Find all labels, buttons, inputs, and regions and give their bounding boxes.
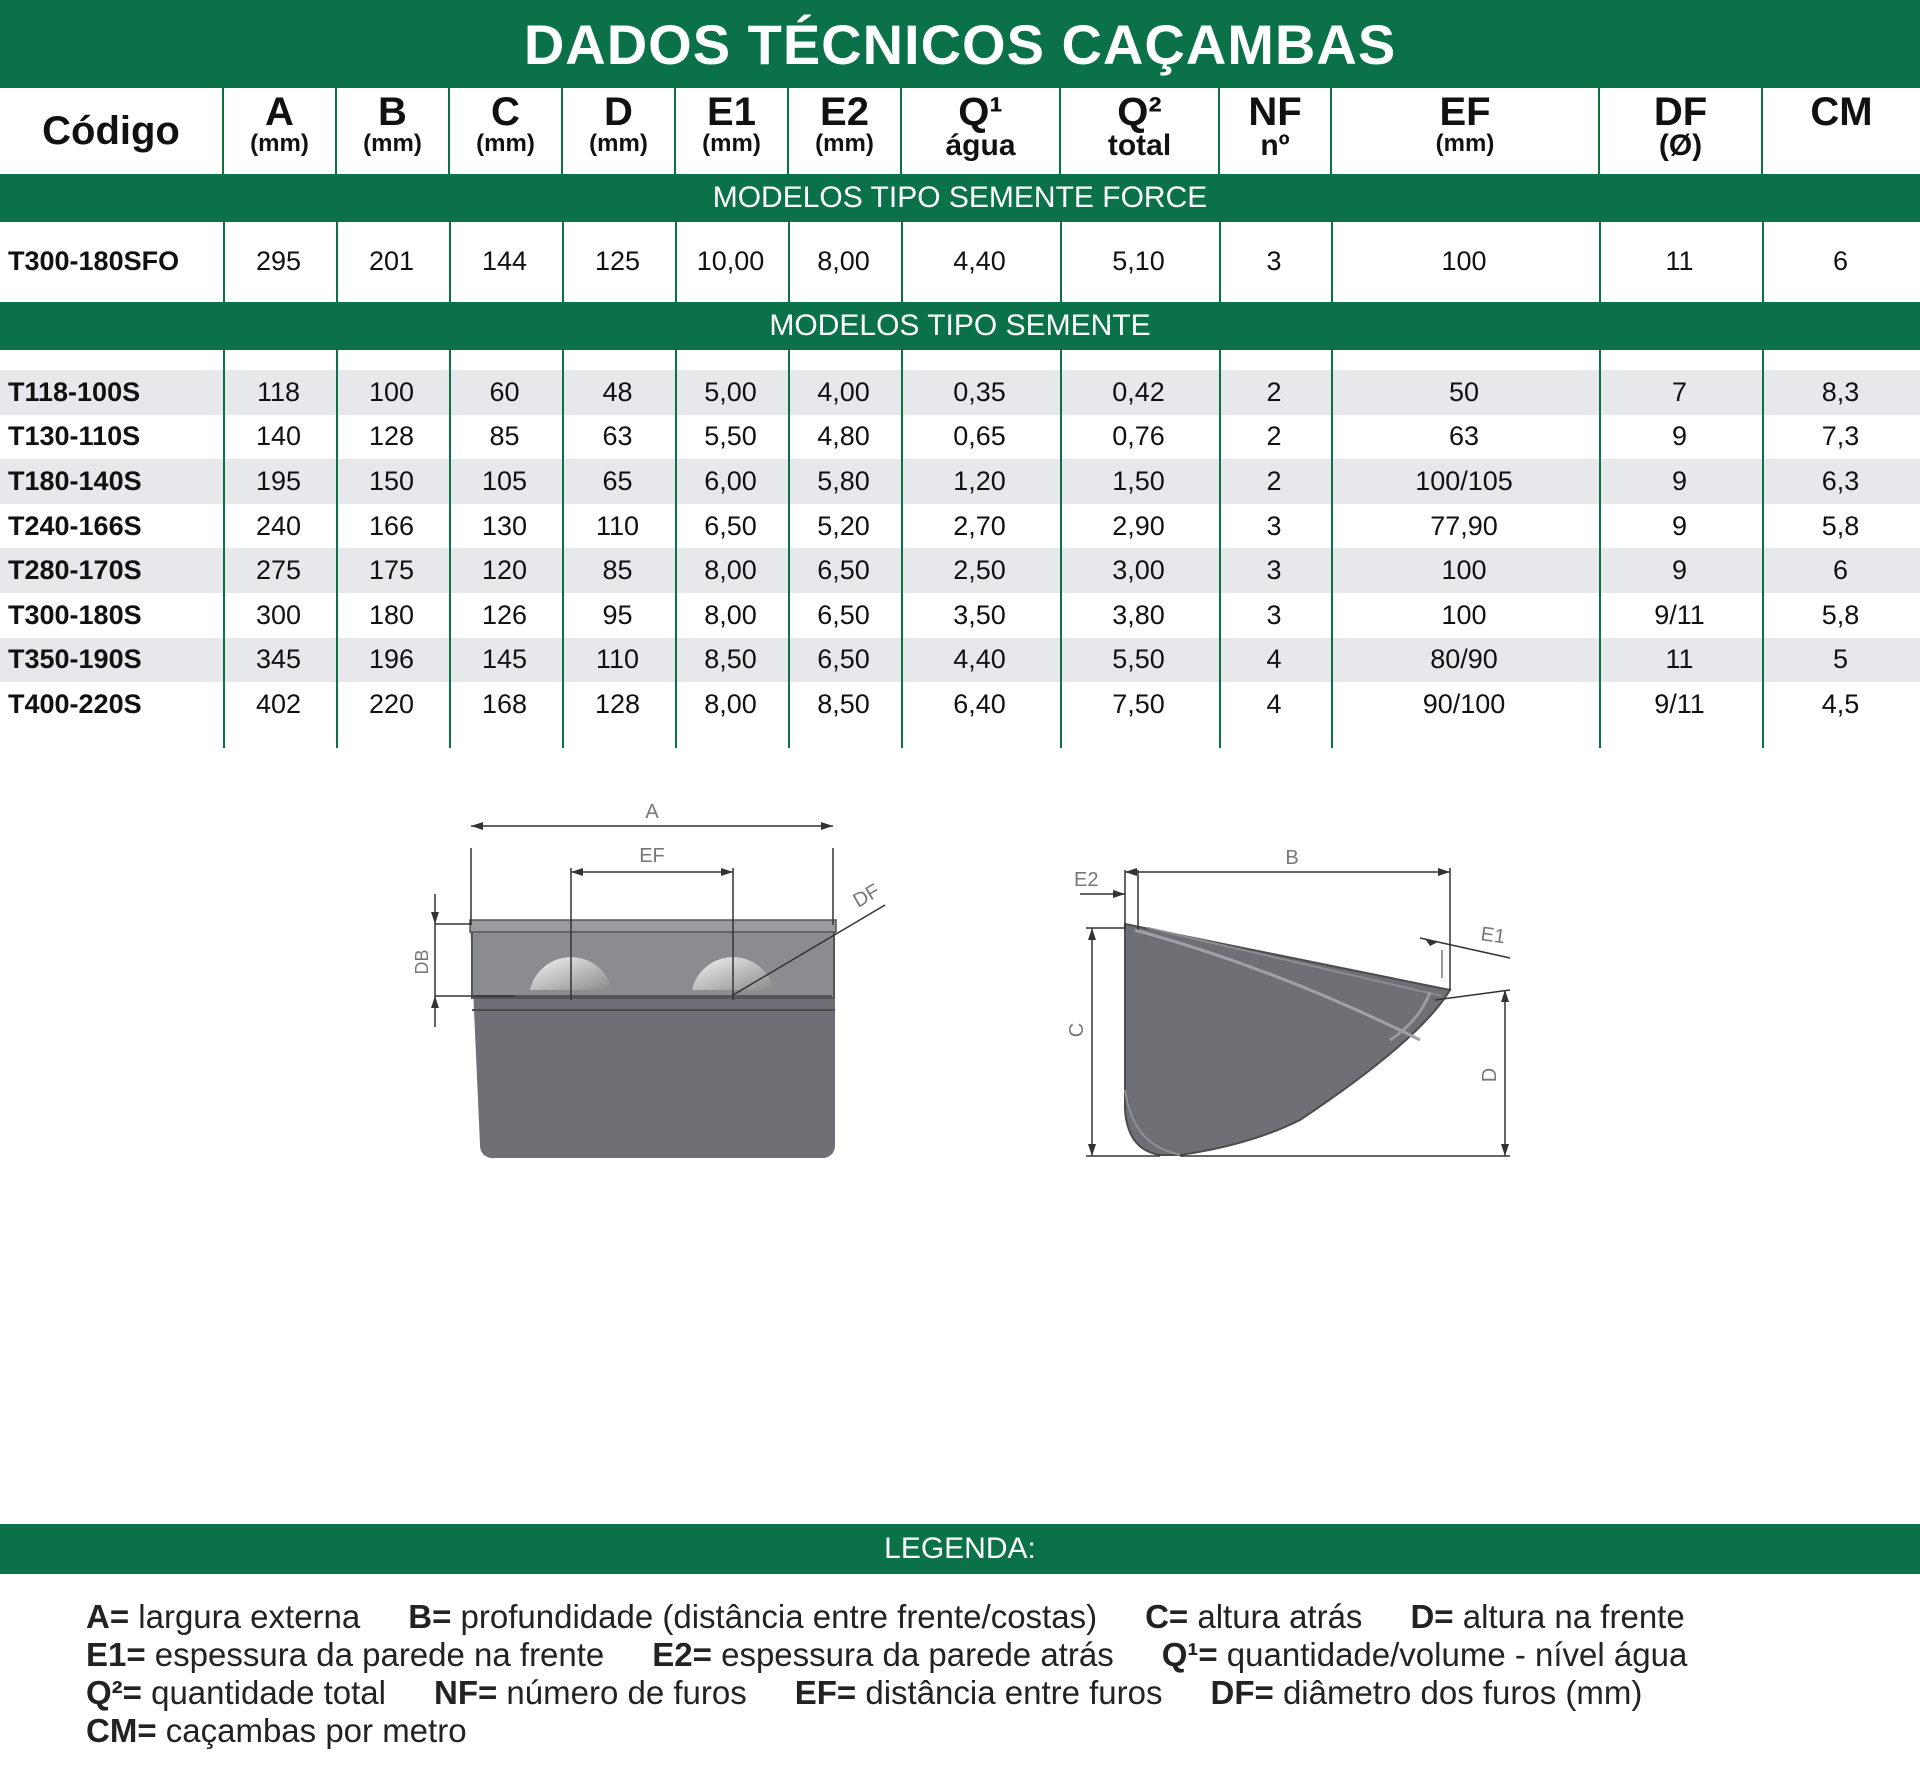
- legend-description: distância entre furos: [856, 1674, 1163, 1711]
- table-cell: 85: [602, 555, 633, 586]
- table-cell: 2: [1266, 421, 1282, 452]
- header-col-4: [561, 88, 674, 174]
- model-code-cell: T400-220S: [8, 688, 142, 719]
- dimension-label-e1: E1: [1479, 923, 1507, 949]
- header-col-label: Q²: [1117, 90, 1162, 134]
- table-cell: 6,50: [817, 599, 870, 630]
- table-cell: 11: [1665, 644, 1694, 675]
- model-code-cell: T300-180SFO: [8, 245, 180, 276]
- legend-description: altura na frente: [1453, 1598, 1685, 1635]
- table-cell: 48: [602, 376, 633, 407]
- table-cell: 5,00: [704, 376, 757, 407]
- header-col-unit: água: [945, 129, 1016, 162]
- legend-description: número de furos: [497, 1674, 747, 1711]
- legend-key: E2=: [652, 1636, 712, 1673]
- table-cell: 63: [1448, 421, 1480, 452]
- table-row: [0, 415, 1920, 460]
- table-cell: 100: [1441, 555, 1487, 586]
- dimension-label-df: DF: [849, 879, 884, 913]
- table-cell: 8,00: [704, 599, 757, 630]
- header-col-unit: nº: [1260, 129, 1290, 162]
- table-cell: 110: [595, 510, 640, 541]
- table-header: [0, 88, 1920, 174]
- model-code-cell: T350-190S: [8, 644, 142, 675]
- table-cell: 145: [481, 644, 528, 675]
- legend-line: [86, 1674, 1886, 1712]
- header-col-unit: (mm): [1435, 130, 1495, 157]
- column-divider: [449, 350, 451, 748]
- column-divider: [223, 222, 225, 302]
- table-cell: 6,3: [1821, 465, 1860, 496]
- table-cell: 3,50: [953, 599, 1006, 630]
- table-cell: 63: [602, 421, 633, 452]
- table-cell: 128: [368, 421, 415, 452]
- table-cell: 100: [368, 376, 415, 407]
- header-col-11: [1598, 88, 1761, 174]
- column-divider: [788, 350, 790, 748]
- legend-key: CM=: [86, 1712, 157, 1749]
- legend-body: [86, 1598, 1886, 1750]
- column-divider: [901, 222, 903, 302]
- table-cell: 6,00: [704, 465, 757, 496]
- table-cell: 8,3: [1821, 376, 1860, 407]
- model-code-cell: T280-170S: [8, 555, 142, 586]
- table-cell: 80/90: [1430, 644, 1498, 675]
- table-cell: 196: [368, 644, 415, 675]
- legend-key: B=: [408, 1598, 452, 1635]
- dimension-label-b: B: [1285, 847, 1299, 869]
- table-cell: 1,20: [953, 465, 1006, 496]
- header-col-unit: total: [1107, 129, 1172, 162]
- table-cell: 60: [489, 376, 520, 407]
- table-cell: 50: [1448, 376, 1480, 407]
- table-cell: 2,70: [953, 510, 1006, 541]
- column-divider: [1762, 222, 1764, 302]
- dimension-label-d: D: [1479, 1067, 1501, 1083]
- legend-line: [86, 1712, 1886, 1750]
- header-col-8: [1059, 88, 1218, 174]
- column-divider: [223, 350, 225, 748]
- legend-item: [86, 1674, 386, 1711]
- table-cell: 4,40: [953, 245, 1006, 276]
- column-divider: [675, 222, 677, 302]
- table-cell: 8,00: [704, 555, 757, 586]
- bucket-front-view: [412, 801, 885, 1158]
- legend-key: EF=: [794, 1674, 857, 1711]
- table-cell: 1,50: [1112, 465, 1165, 496]
- model-code-cell: T180-140S: [8, 465, 142, 496]
- header-col-7: [900, 88, 1059, 174]
- legend-description: espessura da parede atrás: [711, 1636, 1114, 1673]
- legend-description: caçambas por metro: [156, 1712, 467, 1749]
- header-col-9: [1218, 88, 1330, 174]
- bucket-technical-drawings: [380, 790, 1540, 1180]
- header-col-6: [787, 88, 900, 174]
- table-body-semente: [0, 370, 1920, 727]
- legend-description: profundidade (distância entre frente/costas): [451, 1598, 1098, 1635]
- dimension-label-e2: E2: [1074, 869, 1099, 891]
- table-cell: 8,00: [817, 245, 870, 276]
- header-col-unit: (mm): [250, 130, 309, 157]
- table-cell: 4,80: [817, 421, 870, 452]
- header-col-unit: (mm): [476, 130, 535, 157]
- header-col-label: D: [604, 90, 633, 134]
- column-divider: [562, 222, 564, 302]
- table-cell: 4,40: [953, 644, 1006, 675]
- legend-key: Q¹=: [1161, 1636, 1218, 1673]
- table-cell: 95: [602, 599, 633, 630]
- legend-item: [86, 1598, 360, 1635]
- table-cell: 126: [481, 599, 528, 630]
- column-divider: [675, 350, 677, 748]
- column-divider: [1599, 222, 1601, 302]
- header-col-unit: (mm): [363, 130, 422, 157]
- header-col-label: A: [265, 90, 294, 134]
- header-col-1: [222, 88, 335, 174]
- dimension-label-db: DB: [412, 949, 432, 975]
- table-cell: 168: [481, 688, 528, 719]
- table-cell: 3: [1266, 555, 1282, 586]
- legend-line: [86, 1598, 1886, 1636]
- column-divider: [336, 350, 338, 748]
- table-cell: 85: [489, 421, 520, 452]
- table-cell: 5,50: [704, 421, 757, 452]
- header-col-3: [448, 88, 561, 174]
- header-col-label: Código: [42, 109, 180, 153]
- table-cell: 5: [1832, 644, 1849, 675]
- table-row: [0, 370, 1920, 415]
- table-cell: 5,50: [1112, 644, 1165, 675]
- table-cell: 100: [1441, 599, 1487, 630]
- header-col-label: E1: [707, 90, 756, 134]
- dimension-label-c: C: [1066, 1022, 1088, 1038]
- table-row: [0, 593, 1920, 638]
- table-cell: 4: [1266, 688, 1282, 719]
- table-cell: 0,42: [1112, 376, 1165, 407]
- table-cell: 105: [481, 465, 528, 496]
- table-cell: 3: [1266, 245, 1282, 276]
- table-cell: 2: [1266, 376, 1282, 407]
- column-divider: [788, 222, 790, 302]
- legend-description: largura externa: [129, 1598, 361, 1635]
- bucket-side-view: [1066, 847, 1510, 1156]
- table-cell: 100/105: [1415, 465, 1513, 496]
- table-cell: 2,90: [1112, 510, 1165, 541]
- table-cell: 100: [1441, 245, 1487, 276]
- header-col-2: [335, 88, 448, 174]
- legend-item: [86, 1636, 604, 1673]
- column-divider: [1219, 222, 1221, 302]
- table-cell: 220: [368, 688, 415, 719]
- column-divider: [562, 350, 564, 748]
- header-col-label: EF: [1439, 90, 1491, 134]
- table-cell: 3,00: [1112, 555, 1165, 586]
- legend-item: [1145, 1598, 1362, 1635]
- table-cell: 9: [1671, 510, 1688, 541]
- table-cell: 125: [594, 245, 641, 276]
- table-cell: 240: [255, 510, 302, 541]
- table-cell: 295: [255, 245, 302, 276]
- header-col-unit: (mm): [589, 130, 648, 157]
- table-cell: 150: [368, 465, 415, 496]
- table-cell: 201: [368, 245, 415, 276]
- table-cell: 5,10: [1112, 245, 1165, 276]
- dimension-label-a: A: [645, 801, 659, 823]
- table-cell: 2,50: [953, 555, 1006, 586]
- table-cell: 9/11: [1654, 688, 1705, 719]
- table-cell: 118: [256, 376, 301, 407]
- table-cell: 130: [481, 510, 528, 541]
- model-code-cell: T300-180S: [8, 599, 142, 630]
- table-row: [0, 548, 1920, 593]
- table-cell: 345: [255, 644, 302, 675]
- table-cell: 90/100: [1422, 688, 1506, 719]
- table-cell: 6,50: [817, 644, 870, 675]
- model-code-cell: T118-100S: [8, 376, 141, 407]
- header-col-label: B: [378, 90, 407, 134]
- legend-key: D=: [1410, 1598, 1454, 1635]
- table-cell: 65: [602, 465, 633, 496]
- table-cell: 300: [255, 599, 302, 630]
- table-cell: 144: [481, 245, 528, 276]
- table-cell: 5,8: [1821, 510, 1860, 541]
- column-divider: [336, 222, 338, 302]
- table-cell: 9: [1671, 421, 1688, 452]
- table-cell: 7,3: [1821, 421, 1860, 452]
- legend-key: Q²=: [86, 1674, 142, 1711]
- legend-key: A=: [86, 1598, 130, 1635]
- table-cell: 6,40: [953, 688, 1006, 719]
- table-cell: 4,5: [1821, 688, 1860, 719]
- legend-item: [1410, 1598, 1684, 1635]
- legend-key: E1=: [86, 1636, 146, 1673]
- column-divider: [1219, 350, 1221, 748]
- header-col-label: E2: [820, 90, 869, 134]
- table-body-semente-force: [0, 222, 1920, 300]
- table-cell: 9/11: [1654, 599, 1705, 630]
- table-cell: 195: [255, 465, 302, 496]
- header-col-label: NF: [1248, 90, 1302, 134]
- legend-key: DF=: [1210, 1674, 1274, 1711]
- legend-item: [86, 1712, 467, 1749]
- table-cell: 6: [1832, 555, 1849, 586]
- section-header-semente: MODELOS TIPO SEMENTE: [0, 302, 1920, 350]
- table-cell: 180: [368, 599, 415, 630]
- table-cell: 8,00: [704, 688, 757, 719]
- legend-item: [652, 1636, 1113, 1673]
- table-cell: 4: [1266, 644, 1282, 675]
- column-divider: [1762, 350, 1764, 748]
- column-divider: [901, 350, 903, 748]
- table-row: [0, 459, 1920, 504]
- header-col-unit: (mm): [815, 130, 874, 157]
- legend-item: [1162, 1636, 1688, 1673]
- legend-item: [795, 1674, 1163, 1711]
- column-divider: [1060, 222, 1062, 302]
- legend-description: diâmetro dos furos (mm): [1273, 1674, 1643, 1711]
- model-code-cell: T240-166S: [8, 510, 142, 541]
- column-divider: [1331, 222, 1333, 302]
- table-cell: 5,8: [1821, 599, 1860, 630]
- table-cell: 5,80: [817, 465, 870, 496]
- legend-description: quantidade total: [141, 1674, 386, 1711]
- table-cell: 6: [1832, 245, 1849, 276]
- table-cell: 8,50: [817, 688, 870, 719]
- header-col-label: CM: [1810, 90, 1873, 134]
- legend-key: C=: [1145, 1598, 1189, 1635]
- table-cell: 120: [481, 555, 528, 586]
- table-cell: 0,35: [953, 376, 1006, 407]
- header-col-10: [1330, 88, 1598, 174]
- header-col-label: Q¹: [958, 90, 1003, 134]
- column-divider: [449, 222, 451, 302]
- legend-item: [1211, 1674, 1643, 1711]
- header-col-0: [0, 88, 222, 174]
- table-cell: 77,90: [1430, 510, 1498, 541]
- header-col-label: C: [491, 90, 520, 134]
- table-cell: 166: [368, 510, 415, 541]
- model-code-cell: T130-110S: [8, 421, 141, 452]
- legend-key: NF=: [433, 1674, 498, 1711]
- table-cell: 9: [1671, 555, 1688, 586]
- table-cell: 175: [368, 555, 415, 586]
- table-cell: 3: [1266, 510, 1282, 541]
- table-cell: 4,00: [817, 376, 870, 407]
- table-cell: 128: [594, 688, 641, 719]
- table-cell: 3,80: [1112, 599, 1165, 630]
- table-cell: 3: [1266, 599, 1282, 630]
- header-col-unit: (mm): [702, 130, 761, 157]
- table-cell: 0,65: [953, 421, 1006, 452]
- table-row: [0, 638, 1920, 683]
- table-cell: 7: [1671, 376, 1688, 407]
- header-col-unit: (Ø): [1658, 129, 1703, 162]
- table-cell: 0,76: [1112, 421, 1165, 452]
- column-divider: [1599, 350, 1601, 748]
- section-header-semente-force: MODELOS TIPO SEMENTE FORCE: [0, 174, 1920, 222]
- legend-line: [86, 1636, 1886, 1674]
- dimension-label-ef: EF: [639, 845, 665, 867]
- legend-item: [408, 1598, 1097, 1635]
- table-cell: 2: [1266, 465, 1282, 496]
- table-row: [0, 222, 1920, 300]
- legend-description: quantidade/volume - nível água: [1217, 1636, 1688, 1673]
- header-col-5: [674, 88, 787, 174]
- table-cell: 6,50: [704, 510, 757, 541]
- table-cell: 9: [1671, 465, 1688, 496]
- legend-description: altura atrás: [1188, 1598, 1363, 1635]
- table-cell: 7,50: [1112, 688, 1165, 719]
- legend-item: [434, 1674, 747, 1711]
- table-cell: 402: [255, 688, 302, 719]
- table-row: [0, 504, 1920, 549]
- table-cell: 5,20: [817, 510, 870, 541]
- table-row: [0, 682, 1920, 727]
- table-cell: 6,50: [817, 555, 870, 586]
- legend-title: LEGENDA:: [0, 1524, 1920, 1574]
- table-cell: 275: [255, 555, 302, 586]
- table-cell: 110: [595, 644, 640, 675]
- header-col-label: DF: [1653, 90, 1708, 134]
- header-col-12: [1761, 88, 1920, 174]
- column-divider: [1060, 350, 1062, 748]
- table-cell: 140: [255, 421, 302, 452]
- column-divider: [1331, 350, 1333, 748]
- table-cell: 11: [1665, 245, 1694, 276]
- table-cell: 10,00: [696, 245, 765, 276]
- legend-description: espessura da parede na frente: [145, 1636, 605, 1673]
- table-cell: 8,50: [704, 644, 757, 675]
- page-title: DADOS TÉCNICOS CAÇAMBAS: [0, 0, 1920, 88]
